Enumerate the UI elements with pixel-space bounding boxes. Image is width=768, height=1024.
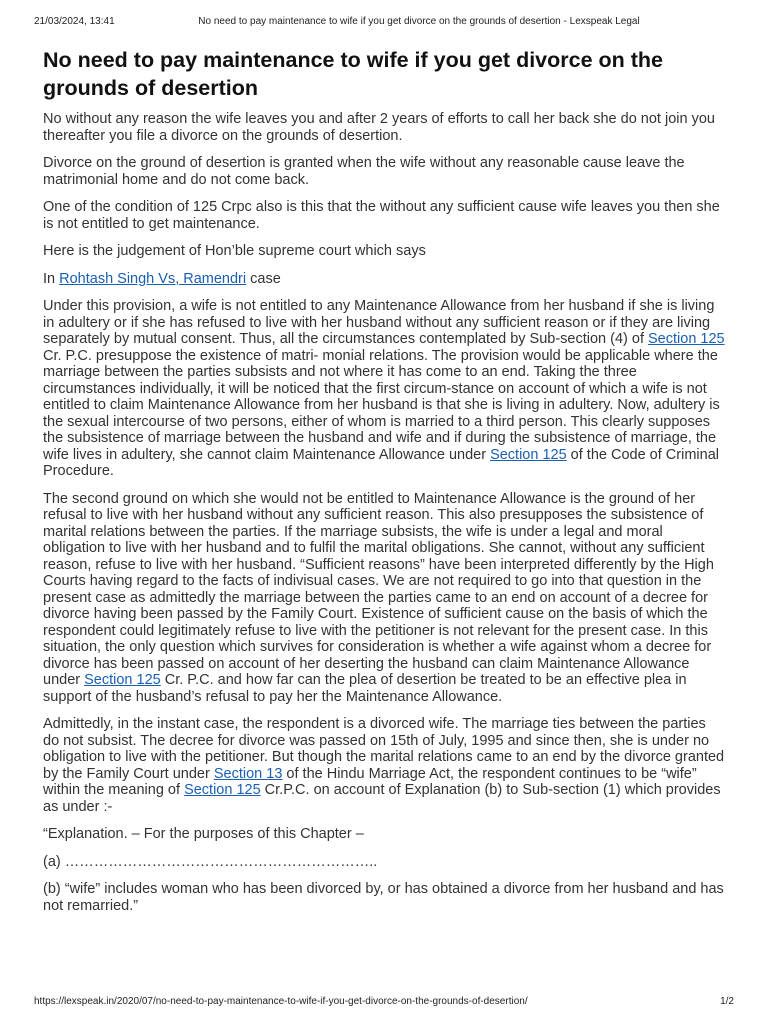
paragraph-judgement-intro: Here is the judgement of Hon’ble supreme court which says: [43, 243, 426, 259]
link-section-125[interactable]: Section 125: [490, 446, 567, 463]
case-link-rohtash-singh[interactable]: Rohtash Singh Vs, Ramendri: [59, 270, 247, 287]
paragraph-intro: No without any reason the wife leaves you and after 2 years of efforts to call her back she do not join you thereafter you file a divorce on the grounds of desertion.: [43, 111, 715, 144]
paragraph-case-reference: In Rohtash Singh Vs, Ramendri case: [43, 270, 281, 287]
paragraph-explanation-b: (b) “wife” includes woman who has been divorced by, or has obtained a divorce from her husband and has not remarried.”: [43, 881, 724, 914]
article-title: No need to pay maintenance to wife if you get divorce on the grounds of desertion: [43, 48, 664, 100]
paragraph-divorced-wife: Admittedly, in the instant case, the respondent is a divorced wife. The marriage ties between the parties do not subsist. The decree for divorce was passed on 15th of July, 1995 and since then, she is under no obligation to live with the petitioner. But though the marital relations came to an end by the divorce granted by the Family Court under Section 13 of the Hindu Marriage Act, the respondent continues to be “wife” within the meaning of Section 125 Cr.P.C. on account of Explanation (b) to Sub-section (1) which provides as under :-: [43, 716, 725, 815]
link-section-13[interactable]: Section 13: [213, 765, 283, 782]
print-footer: [34, 996, 734, 1010]
paragraph-provision: Under this provision, a wife is not entitled to any Maintenance Allowance from her husband if she is living in adultery or if she has refused to live with her husband without any sufficient reason or if they are living separately by mutual consent. Thus, all the circumstances contemplated by Sub-section (4) of Section 125 Cr. P.C. presuppose the existence of matri- monial relations. The provision would be applicable where the marriage between the parties subsists and not where it has come to an end. Taking the three circumstances individually, it will be noticed that the first circum-stance on account of which a wife is not entitled to claim Maintenance Allowance from her husband is that she is living in adultery. Now, adultery is the sexual intercourse of two persons, either of whom is married to a third person. This clearly supposes the subsistence of marriage between the husband and wife and if during the subsistence of marriage, the wife lives in adultery, she cannot claim Maintenance Allowance under Section 125 of the Code of Criminal Procedure.: [43, 298, 725, 479]
link-section-125[interactable]: Section 125: [184, 782, 261, 798]
print-url: https://lexspeak.in/2020/07/no-need-to-pay-maintenance-to-wife-if-you-get-divorce-on-the-grounds-of-desertion/: [34, 996, 528, 1007]
paragraph-explanation: “Explanation. – For the purposes of this Chapter –: [43, 826, 364, 842]
print-timestamp: 21/03/2024, 13:41: [34, 16, 115, 27]
print-document-title: No need to pay maintenance to wife if you get divorce on the grounds of desertion - Lexspeak Legal: [198, 16, 640, 27]
link-section-125[interactable]: Section 125: [84, 672, 161, 688]
article: [43, 46, 725, 925]
paragraph-125-condition: One of the condition of 125 Crpc also is this that the without any sufficient cause wife leaves you then she is not entitled to get maintenance.: [43, 199, 720, 232]
paragraph-second-ground: The second ground on which she would not be entitled to Maintenance Allowance is the ground of her refusal to live with her husband without any sufficient reason. This also presupposes the subsistence of marital relations between the parties. If the marriage subsists, the wife is under a legal and moral obligation to live with her husband and to fulfil the marital obligations. She cannot, without any sufficient reason, refuse to live with her husband. “Sufficient reasons” have been interpreted differently by the High Courts having regard to the facts of indivisual cases. We are not required to go into that question in the present case as admittedly the marriage between the parties came to an end on account of a decree for divorce having been passed by the Family Court. Existence of sufficient cause on the basis of which the respondent could legitimately refuse to live with the petitioner is not relevant for the present case. In this situation, the only question which survives for consideration is whether a wife against whom a decree for divorce has been passed on account of her deserting the husband can claim Maintenance Allowance under Section 125 Cr. P.C. and how far can the plea of desertion be treated to be an effective plea in support of the husband’s refusal to pay her the Maintenance Allowance.: [43, 490, 714, 705]
page-number: 1/2: [720, 996, 734, 1007]
print-header: [34, 16, 734, 30]
link-section-125[interactable]: Section 125: [648, 331, 725, 347]
paragraph-explanation-a: (a) ………………………………………………………..: [43, 853, 378, 870]
paragraph-desertion-definition: Divorce on the ground of desertion is granted when the wife without any reasonable cause leave the matrimonial home and do not come back.: [43, 155, 685, 188]
